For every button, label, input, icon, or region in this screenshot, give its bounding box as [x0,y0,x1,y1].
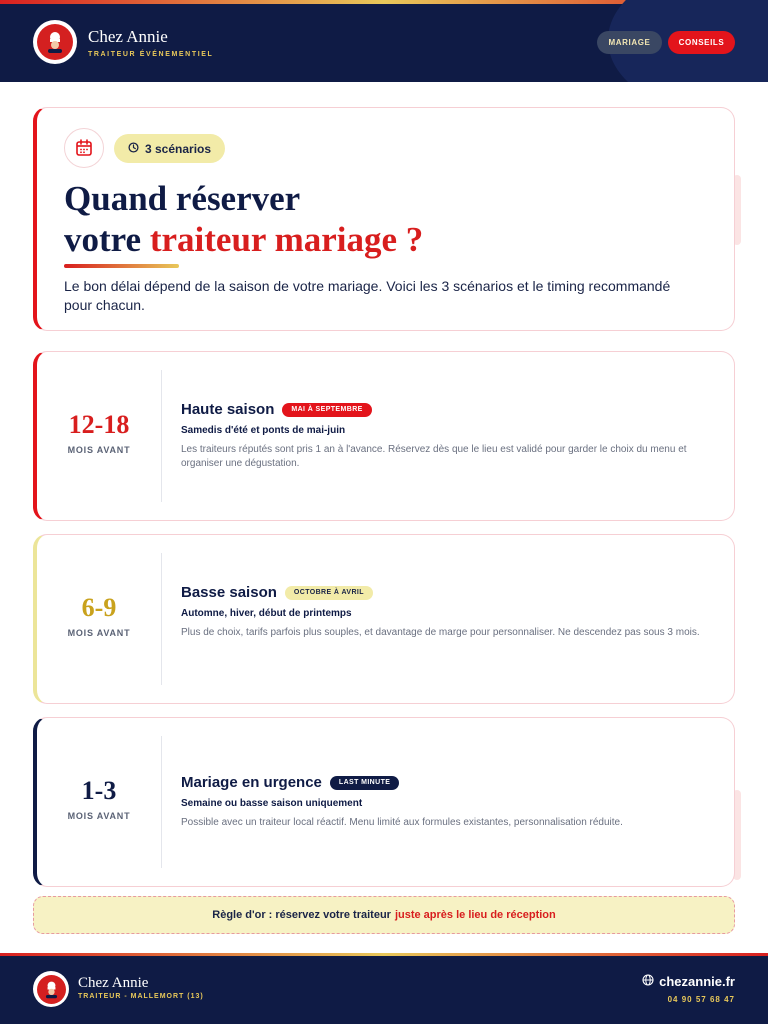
scenario-title: Mariage en urgence [181,774,322,791]
brand-name: Chez Annie [88,27,168,46]
page-title-highlight: traiteur mariage ? [149,220,424,259]
scenario-tag: MAI À SEPTEMBRE [282,403,371,417]
site-header [0,0,768,82]
golden-rule-highlight: juste après le lieu de réception [394,909,556,921]
chef-logo-icon [37,24,73,60]
footer-website-label: chezannie.fr [659,974,735,989]
scenarios-badge [114,134,225,163]
page-title-line2 [64,219,423,260]
scenario-months-unit: MOIS AVANT [67,445,131,455]
scenario-months-unit: MOIS AVANT [67,811,131,821]
footer-website-link[interactable] [642,974,735,989]
scenario-header [181,774,399,791]
scenario-description: Possible avec un traiteur local réactif. Menu limité aux formules existantes, personnalisation réduite. [181,817,623,828]
chef-logo-icon [37,975,66,1004]
page-title-line1: Quand réserver [64,179,301,218]
golden-rule-text: Règle d'or : réservez votre traiteur [212,909,391,921]
scenario-months: 12-18 [68,410,130,439]
footer-phone[interactable]: 04 90 57 68 47 [667,995,735,1004]
scenario-card-urgence [33,717,735,887]
globe-icon [642,974,654,989]
footer-brand-name: Chez Annie [78,975,149,991]
clock-icon [128,142,139,156]
scenario-months-unit: MOIS AVANT [67,628,131,638]
divider [161,370,162,502]
golden-rule-banner [33,896,735,934]
scenario-months: 6-9 [81,593,117,622]
scenario-subtitle: Automne, hiver, début de printemps [181,608,352,619]
footer-brand-tagline: TRAITEUR - MALLEMORT (13) [78,993,204,1000]
scenario-tag: LAST MINUTE [330,776,399,790]
site-footer [0,953,768,1024]
brand-tagline: TRAITEUR ÉVÉNEMENTIEL [88,51,214,58]
scenario-title: Haute saison [181,401,275,418]
divider [161,553,162,685]
scenario-months: 1-3 [81,776,117,805]
scenario-tag: OCTOBRE À AVRIL [285,586,373,600]
scenario-title: Basse saison [181,584,277,601]
scenario-description: Plus de choix, tarifs parfois plus souples, et davantage de marge pour personnaliser. Ne descendez pas sous 3 mois. [181,627,700,638]
intro-card [33,107,735,331]
scenario-subtitle: Samedis d'été et ponts de mai-juin [181,425,346,436]
scenario-header [181,401,372,418]
calendar-icon [64,128,104,168]
nav-mariage-button[interactable]: MARIAGE [597,31,662,54]
scenario-card-haute-saison [33,351,735,521]
scenario-header [181,584,373,601]
scenario-description: Les traiteurs réputés sont pris 1 an à l'avance. Réservez dès que le lieu est validé pour garder le choix du menu et organiser une dégustation. [181,444,687,469]
page-title-prefix: votre [64,220,150,259]
footer-accent-line [0,953,768,956]
footer-logo[interactable] [33,971,69,1007]
scenarios-badge-label: 3 scénarios [145,141,212,156]
logo[interactable] [33,20,77,64]
title-underline [64,264,179,268]
intro-text: Le bon délai dépend de la saison de votre mariage. Voici les 3 scénarios et le timing recommandé pour chacun. [64,278,671,313]
divider [161,736,162,868]
page-title [64,178,423,260]
scenario-subtitle: Semaine ou basse saison uniquement [181,798,363,809]
scenario-card-basse-saison [33,534,735,704]
nav-conseils-button[interactable]: CONSEILS [668,31,735,54]
